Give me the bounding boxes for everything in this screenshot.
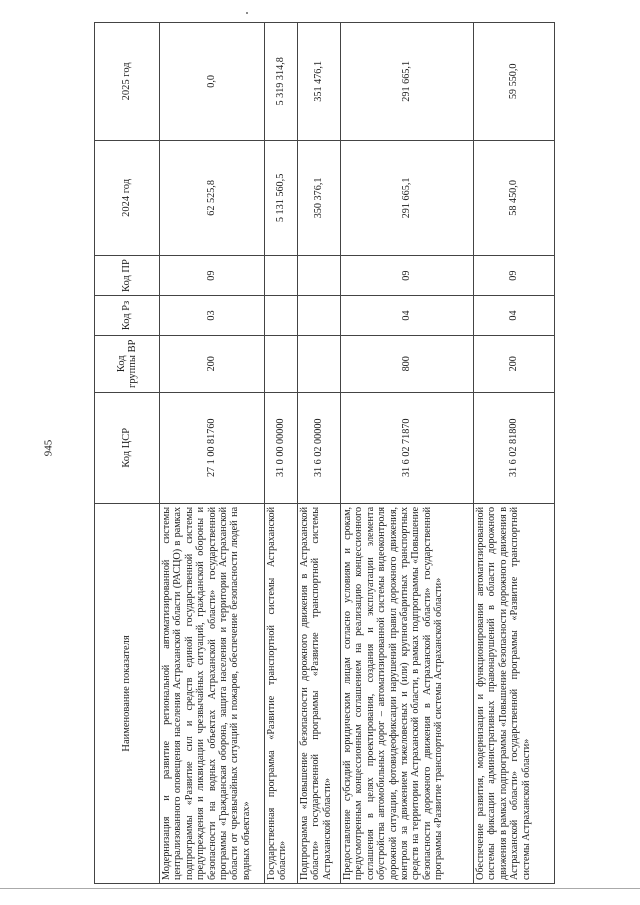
row-rz bbox=[265, 296, 298, 336]
rotated-table-container bbox=[94, 22, 554, 884]
header-csr: Код ЦСР bbox=[95, 392, 160, 503]
row-2025: 5 319 314,8 bbox=[265, 23, 298, 141]
row-csr: 31 0 00 00000 bbox=[265, 392, 298, 503]
row-vr: 200 bbox=[474, 335, 555, 392]
row-name: Предоставление субсидий юридическим лицам согласно условиям и срокам, предусмотренным концессионным соглашением на реализацию концессионного соглашения в целях проектирования, создания и эксплуатации элемента обустройства автомобильных дорог – автоматизированной системы видеоконтроля дорожной ситуации, фотовидеофиксации нарушений правил дорожного движения, контроля за движением тяжеловесных и (или) крупногабаритных транспортных средств на территории Астраханской области, в рамках подпрограммы «Повышение безопасности дорожного движения в Астраханской области» государственной программы «Развитие транспортной системы Астраханской области» bbox=[341, 503, 474, 883]
row-pr: 09 bbox=[160, 256, 265, 296]
row-name: Подпрограмма «Повышение безопасности дорожного движения в Астраханской области» государственной программы «Развитие транспортной системы Астраханской области» bbox=[298, 503, 341, 883]
row-2024: 350 376,1 bbox=[298, 140, 341, 255]
row-2025: 351 476,1 bbox=[298, 23, 341, 141]
header-2025: 2025 год bbox=[95, 23, 160, 141]
header-name: Наименование показателя bbox=[95, 503, 160, 883]
row-csr: 31 6 02 81800 bbox=[474, 392, 555, 503]
row-vr bbox=[298, 335, 341, 392]
row-2024: 62 525,8 bbox=[160, 140, 265, 255]
header-rz: Код Рз bbox=[95, 296, 160, 336]
budget-table bbox=[94, 22, 555, 884]
row-rz bbox=[298, 296, 341, 336]
row-rz: 04 bbox=[341, 296, 474, 336]
row-vr: 800 bbox=[341, 335, 474, 392]
header-vr: Код группы ВР bbox=[95, 335, 160, 392]
header-pr: Код ПР bbox=[95, 256, 160, 296]
row-name: Государственная программа «Развитие транспортной системы Астраханской области» bbox=[265, 503, 298, 883]
scan-speck bbox=[246, 12, 248, 14]
row-rz: 03 bbox=[160, 296, 265, 336]
row-name: Обеспечение развития, модернизации и функционирования автоматизированной системы фиксации административных правонарушений в области дорожного движения в рамках подпрограммы «Повышение безопасности дорожного движения в Астраханской области» государственной программы «Развитие транспортной системы Астраханской области» bbox=[474, 503, 555, 883]
row-pr bbox=[265, 256, 298, 296]
row-2025: 59 550,0 bbox=[474, 23, 555, 141]
row-2024: 58 450,0 bbox=[474, 140, 555, 255]
row-rz: 04 bbox=[474, 296, 555, 336]
page-number: 945 bbox=[42, 439, 55, 457]
table-row bbox=[160, 23, 265, 884]
table-header-row bbox=[95, 23, 160, 884]
row-csr: 31 6 02 00000 bbox=[298, 392, 341, 503]
row-csr: 31 6 02 71870 bbox=[341, 392, 474, 503]
header-2024: 2024 год bbox=[95, 140, 160, 255]
row-csr: 27 1 00 81760 bbox=[160, 392, 265, 503]
table-row bbox=[298, 23, 341, 884]
row-name: Модернизация и развитие региональной автоматизированной системы централизованного оповещения населения Астраханской области (РАСЦО) в рамках подпрограммы «Развитие сил и средств единой государственной системы предупреждения и ликвидации чрезвычайных ситуаций, гражданской обороны и безопасности на водных объектах Астраханской области» государственной программы «Гражданская оборона, защита населения и территории Астраханской области от чрезвычайных ситуаций и пожаров, обеспечение безопасности людей на водных объектах» bbox=[160, 503, 265, 883]
row-pr bbox=[298, 256, 341, 296]
row-2024: 291 665,1 bbox=[341, 140, 474, 255]
row-2025: 291 665,1 bbox=[341, 23, 474, 141]
row-pr: 09 bbox=[341, 256, 474, 296]
row-2024: 5 131 560,5 bbox=[265, 140, 298, 255]
row-2025: 0,0 bbox=[160, 23, 265, 141]
table-row bbox=[341, 23, 474, 884]
row-pr: 09 bbox=[474, 256, 555, 296]
table-row bbox=[474, 23, 555, 884]
row-vr: 200 bbox=[160, 335, 265, 392]
scan-edge-line bbox=[0, 888, 640, 889]
table-row bbox=[265, 23, 298, 884]
row-vr bbox=[265, 335, 298, 392]
